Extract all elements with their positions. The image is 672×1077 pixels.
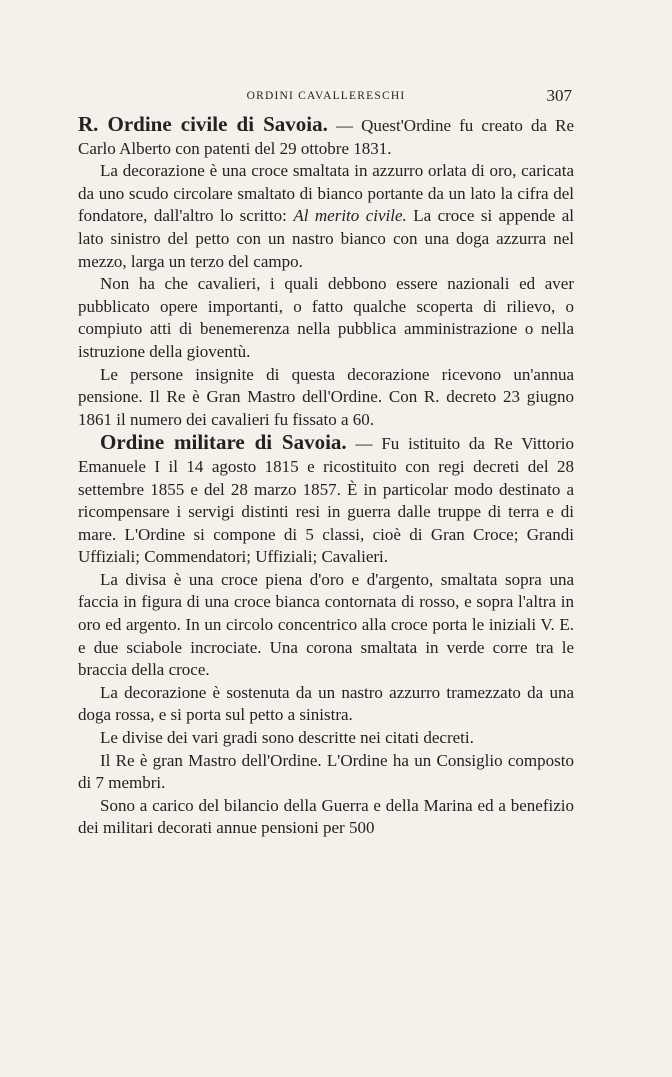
paragraph-pension: Le persone insignite di questa decorazione ricevono un'annua pensione. Il Re è Gran Mastro dell'Ordine. Con R. decreto 23 giugno 1861 il numero dei cavalieri fu fissato a 60. — [78, 364, 574, 429]
paragraph-grades: Le divise dei vari gradi sono descritte nei citati decreti. — [100, 728, 474, 748]
section-heading-military-order: Ordine militare di Savoia. — [100, 430, 347, 455]
page-body — [78, 113, 574, 840]
paragraph-text: — Fu istituito da Re Vittorio Emanuele I il 14 agosto 1815 e ricostituito con regi decreti del 28 settembre 1855 e del 28 marzo 1857. È in particolar modo destinato a ricompensare i servigi distinti resi in guerra dalle truppe di terra e di mare. L'Ordine si compone di 5 classi, cioè di Gran Croce; Grandi Uffiziali; Commendatori; Uffiziali; Cavalieri. — [78, 434, 574, 567]
paragraph-decoration-civil — [78, 160, 574, 273]
paragraph-pensions-budget: Sono a carico del bilancio della Guerra e della Marina ed a benefizio dei militari decorati annue pensioni per 500 — [78, 795, 574, 838]
paragraph-ribbon: La decorazione è sostenuta da un nastro azzurro tramezzato da una doga rossa, e si porta sul petto a sinistra. — [78, 682, 574, 725]
paragraph-text: La decorazione è una croce smaltata in azzurro orlata di oro, caricata da uno scudo circolare smaltato di bianco portante da un lato la cifra del fondatore, dall'altro lo scritto: — [78, 161, 574, 226]
motto-text: Al merito civile. — [293, 206, 407, 226]
section-heading-civil-order: R. Ordine civile di Savoia. — [78, 112, 328, 136]
running-title: ORDINI CAVALLERESCHI — [246, 90, 406, 102]
page-number: 307 — [546, 86, 572, 105]
section-civil-order — [78, 113, 574, 160]
paragraph-grand-master: Il Re è gran Mastro dell'Ordine. L'Ordine ha un Consiglio composto di 7 membri. — [78, 750, 574, 793]
paragraph-text: La croce si appende al lato sinistro del petto con un nastro bianco con una doga azzurra nel mezzo, larga un terzo del campo. — [78, 206, 574, 271]
section-military-order — [78, 431, 574, 569]
paragraph-insignia: La divisa è una croce piena d'oro e d'argento, smaltata sopra una faccia in figura di una croce bianca contornata di rosso, e sopra l'altra in oro ed argento. In un circolo concentrico alla croce porta le iniziali V. E. e due sciabole incrociate. Una corona smaltata in verde corre tra le braccia della croce. — [78, 569, 574, 680]
paragraph-text: — Quest'Ordine fu creato da Re Carlo Alberto con patenti del 29 ottobre 1831. — [78, 116, 574, 158]
page-header — [78, 86, 574, 110]
paragraph-membership: Non ha che cavalieri, i quali debbono essere nazionali ed aver pubblicato opere importanti, o fatto qualche scoperta di rilievo, o compiuto atti di benemerenza nella pubblica amministrazione o nella istruzione della gioventù. — [78, 274, 574, 361]
